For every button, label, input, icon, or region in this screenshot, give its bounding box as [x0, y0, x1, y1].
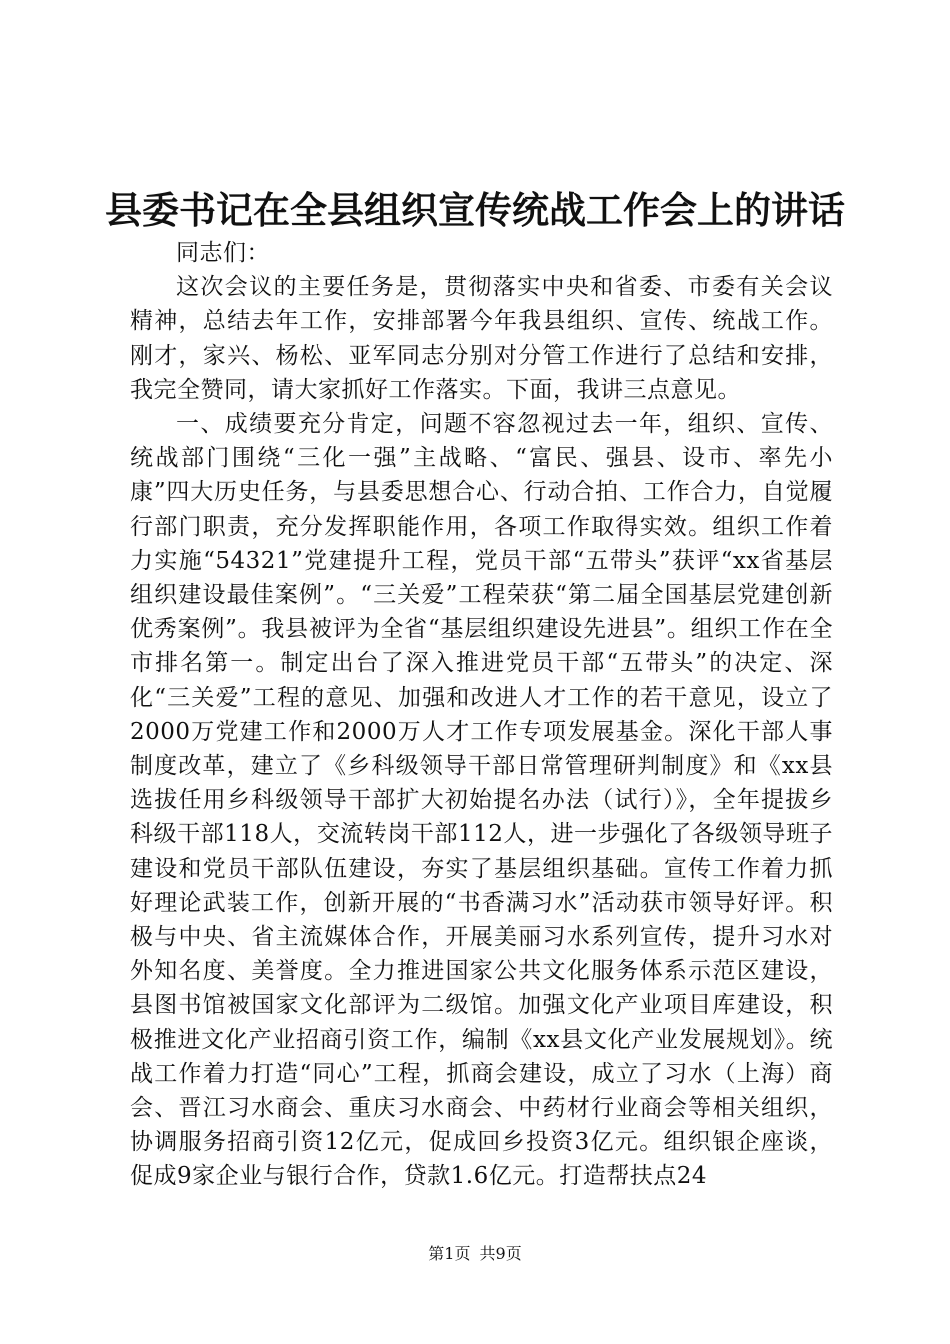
paragraph-intro: 这次会议的主要任务是，贯彻落实中央和省委、市委有关会议精神，总结去年工作，安排部署今年我县组织、宣传、统战工作。刚才，家兴、杨松、亚军同志分别对分管工作进行了总结和安排，我完全赞同，请大家抓好工作落实。下面，我讲三点意见。: [130, 274, 833, 403]
page-total: 共9页: [479, 1244, 522, 1263]
document-title: 县委书记在全县组织宣传统战工作会上的讲话: [105, 188, 845, 232]
salutation: 同志们：: [176, 240, 270, 266]
page-footer: [0, 1244, 950, 1264]
document-body: [130, 236, 833, 1194]
page-number: 第1页: [428, 1244, 471, 1263]
paragraph-section-one: 一、成绩要充分肯定，问题不容忽视过去一年，组织、宣传、统战部门围绕“三化一强”主战略、“富民、强县、设市、率先小康”四大历史任务，与县委思想合心、行动合拍、工作合力，自觉履行部门职责，充分发挥职能作用，各项工作取得实效。组织工作着力实施“54321”党建提升工程，党员干部“五带头”获评“xx省基层组织建设最佳案例”。“三关爱”工程荣获“第二届全国基层党建创新优秀案例”。我县被评为全省“基层组织建设先进县”。组织工作在全市排名第一。制定出台了深入推进党员干部“五带头”的决定、深化“三关爱”工程的意见、加强和改进人才工作的若干意见，设立了2000万党建工作和2000万人才工作专项发展基金。深化干部人事制度改革，建立了《乡科级领导干部日常管理研判制度》和《xx县选拔任用乡科级领导干部扩大初始提名办法（试行）》，全年提拔乡科级干部118人，交流转岗干部112人，进一步强化了各级领导班子建设和党员干部队伍建设，夯实了基层组织基础。宣传工作着力抓好理论武装工作，创新开展的“书香满习水”活动获市领导好评。积极与中央、省主流媒体合作，开展美丽习水系列宣传，提升习水对外知名度、美誉度。全力推进国家公共文化服务体系示范区建设，县图书馆被国家文化部评为二级馆。加强文化产业项目库建设，积极推进文化产业招商引资工作，编制《xx县文化产业发展规划》。统战工作着力打造“同心”工程，抓商会建设，成立了习水（上海）商会、晋江习水商会、重庆习水商会、中药材行业商会等相关组织，协调服务招商引资12亿元，促成回乡投资3亿元。组织银企座谈，促成9家企业与银行合作，贷款1.6亿元。打造帮扶点24: [130, 411, 833, 1190]
